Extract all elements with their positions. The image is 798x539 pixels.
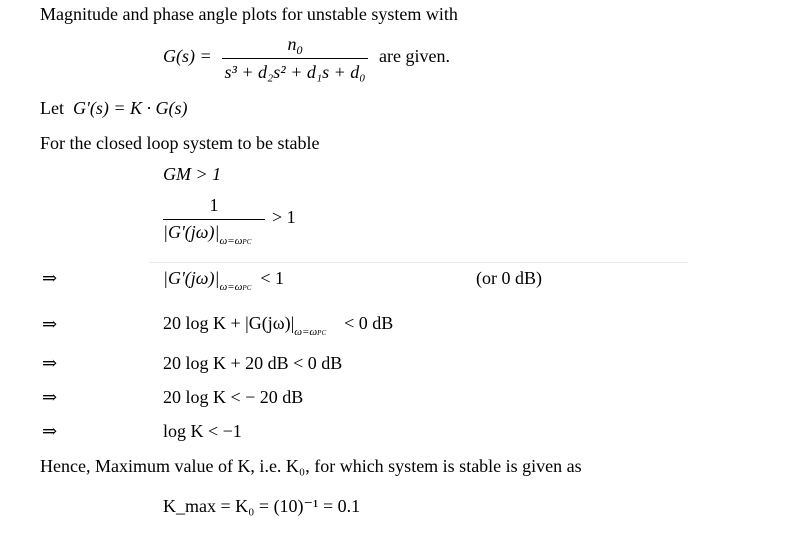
- implies-arrow-5: ⇒: [42, 421, 58, 441]
- condition-gm: GM > 1: [163, 164, 222, 184]
- let-line: Let G'(s) = K · G(s): [40, 98, 188, 118]
- tf-fraction: [222, 34, 368, 90]
- separator-rule: [150, 262, 688, 263]
- frac-condition: [163, 195, 265, 251]
- step4-expr: 20 log K < − 20 dB: [163, 387, 304, 407]
- frac-denominator: $|G'(j\omega)|_{\omega=\omega PC}$: [163, 222, 252, 247]
- conclusion-text: Hence, Maximum value of K, i.e. K₀, for which system is stable is given as: [40, 456, 582, 476]
- tf-denominator: s³ + d₂s² + d₁s + d₀: [224, 62, 366, 82]
- step2-expr: 20 $\log K + |G(j\omega)|_{\omega=\omega PC}$ < 0 dB: [163, 313, 394, 338]
- implies-arrow-1: ⇒: [42, 268, 58, 288]
- stability-text: For the closed loop system to be stable: [40, 133, 320, 153]
- implies-arrow-3: ⇒: [42, 353, 58, 373]
- step1-expr: $|G'(j\omega)|_{\omega=\omega PC} < 1$: [163, 268, 285, 293]
- step1-note: (or 0 dB): [476, 268, 542, 288]
- tf-suffix: are given.: [379, 46, 450, 66]
- tf-lhs: G(s) =: [163, 46, 212, 66]
- step5-expr: log K < −1: [163, 421, 242, 441]
- frac-rhs: > 1: [272, 207, 296, 227]
- intro-text: Magnitude and phase angle plots for unstable system with: [40, 4, 458, 24]
- implies-arrow-4: ⇒: [42, 387, 58, 407]
- step3-expr: 20 log K + 20 dB < 0 dB: [163, 353, 343, 373]
- final-result: K_max = K₀ = (10)⁻¹ = 0.1: [163, 496, 361, 516]
- frac-numerator: 1: [209, 195, 219, 215]
- tf-numerator: $n_0$: [287, 34, 303, 57]
- implies-arrow-2: ⇒: [42, 314, 58, 334]
